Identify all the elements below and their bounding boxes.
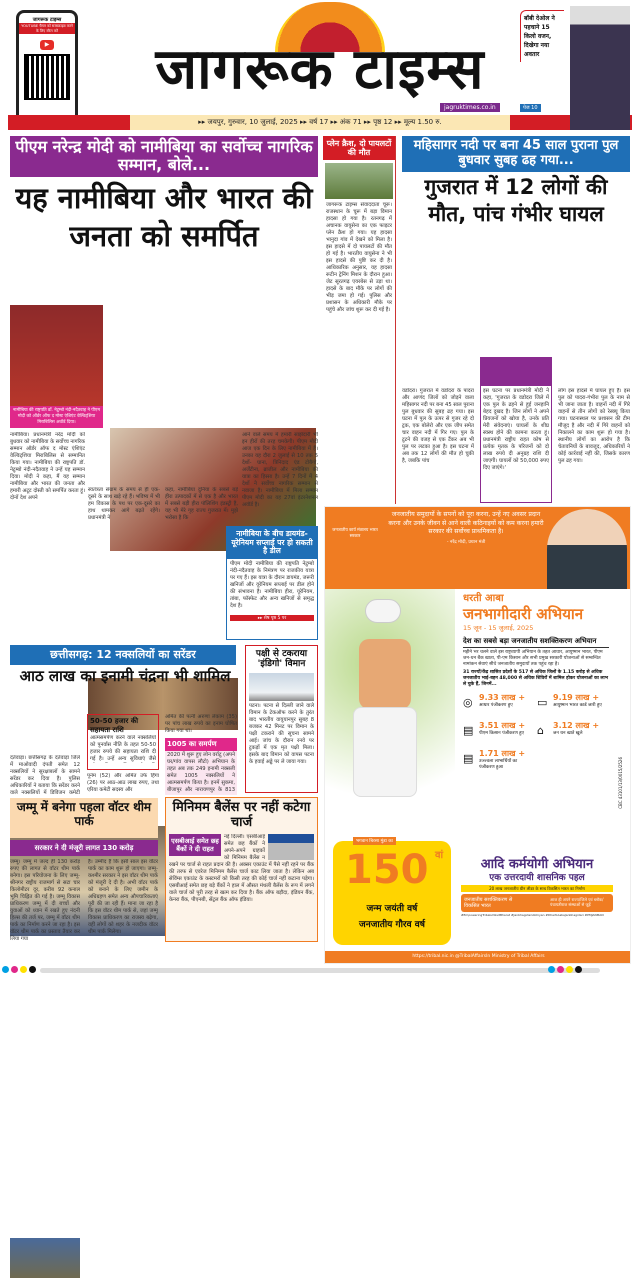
gujarat-column-1: वडोदरा। गुजरात में वडोदरा के पादरा और आणंद जिलों को जोड़ने वाला महिसागर नदी पर बना 45 साल पुराना पुल बुधवार की सुबह ढह गया। इस घटना में पुल के ऊपर से गुजर रहे दो ट्रक, एक बोलेरो और एक जीप समेत चार वाहन नदी में गिर गए। पुल के टूटने की वजह से एक टैंकर अब भी पुल पर लटका हुआ है। इस घटना में अब तक 12 लोगों की मौत हो चुकी है, जबकि पांच (402, 388, 474, 464)
award-photo (10, 305, 103, 428)
surrender-count-box (165, 738, 237, 795)
pm-statement-box (480, 357, 552, 503)
naxal-column-1: दंतेवाड़ा। छत्तीसगढ़ के दंतेवाड़ा जिले में माओवादी दंपती समेत 12 नक्सलियों ने सुरक्षाबलों के सामने सरेंडर कर दिया है। पुलिस अधिकारियों ने बताया कि सरेंडर करने वाले नक्सलियों में डिविजन कमेटी (10, 755, 80, 795)
karmayogi-block (461, 857, 613, 917)
karmayogi-strip: 20 लाख जनजातीय ग्रीन लीडर के साथ विकसित भारत का निर्माण (461, 885, 613, 892)
jammu-headline: जम्मू में बनेगा पहला वॉटर थीम पार्क (10, 798, 158, 838)
ad-social-links[interactable]: https://tribal.nic.in @TribalAffairsIn Ministry of Tribal Affairs (325, 951, 631, 963)
gujarat-headline: गुजरात में 12 लोगों की मौत, पांच गंभीर घायल (424, 174, 608, 226)
jammu-callout: सरकार ने दी मंजूरी लागत 130 करोड़ (10, 840, 158, 856)
teaser-page: पेज 10 (520, 104, 541, 112)
aid-box-body: आत्मसमर्पण करने वाले नक्सलियों को पुनर्वास नीति के तहत 50-50 हजार रुपये की सहायता राशि दी गई है। उन्हें अन्य सुविधाएं जैसे (90, 735, 156, 762)
indigo-plane-photo (249, 673, 314, 701)
min-balance-body: नई दिल्ली। एसबीआई समेत छह बैंकों ने अपने-अपने ग्राहकों को मिनिमम बैलेंस न रखने पर चार्ज से राहत प्रदान की है। अक्सर एकाउंट में पैसे नहीं रहने पर बैंक की तरफ से एवरेज मिनिमम बैलेंस चार्ज काट लिया जाता है। लेकिन अब सेविंग्स एकाउंट के कस्टमरों को किसी तरह की कोई चार्ज नहीं कटाना पड़ेगा। एसबीआई समेत छह बड़े बैंकों ने हाल में औसत मंथली बैलेंस के रूप में लगने वाले चार्ज को पूरी तरह से खत्म कर दिया है। बैंक ऑफ बड़ौदा, इंडियन बैंक, केनरा बैंक, पीएनबी, सेंट्रल बैंक ऑफ इंडिया। (169, 833, 314, 903)
sbi-branch-photo (268, 834, 314, 860)
cbc-code: CBC 43101/13/0015/2526 (618, 757, 623, 809)
gujarat-heading-block (402, 136, 630, 228)
stat-jan-dhan: ⌂ 3.12 लाख + जन धन खाते खुले (537, 721, 600, 737)
jammu-column-2: है। उम्मीद है कि इसी साल इस वॉटर पार्क का काम शुरू हो जाएगा। जम्मू-कश्मीर सरकार ने इस वॉटर थीम पार्क को मंजूरी दे दी है। अभी वॉटर पार्क को बनाने के लिए जमीन के अधिग्रहण समेत अन्य औपचारिकताएं पूरी की जा रही हैं। माना जा रहा है कि इस वॉटर थीम पार्क से, जहां जम्मू विकास प्राधिकरण का राजस्व बढ़ेगा, वहीं लोगों को शहर के नजदीक वॉटर थीम पार्क मिलेगा। (88, 859, 158, 935)
lead-headline: यह नामीबिया और भारत की जनता को समर्पित (15, 180, 313, 253)
photo-caption: नामीबिया की राष्ट्रपति डॉ. नेटुम्बो नंदी-नदैतवाह ने पीएम मोदी को ऑर्डर ऑफ द मोस्ट एंशिएंट वेल्विट्शिया मिराबिलिस अवॉर्ड दिया। (10, 406, 103, 428)
quote-attribution: - नरेंद्र मोदी, प्रधान मंत्री (446, 539, 486, 545)
teaser-photo (570, 6, 630, 130)
ad-highlight: 31 राज्यों/केंद्र शासित प्रदेशों के 517 से अधिक जिलों के 1.15 करोड़ से अधिक जनजातीय भाई-बहन 48,000 से अधिक शिविरों में शामिल होकर योजनाओं का लाभ ले चुके हैं, जिनमें... (463, 670, 608, 687)
ad-stats (463, 692, 609, 776)
qr-code[interactable] (24, 54, 70, 100)
ad-title: जनभागीदारी अभियान (463, 605, 584, 623)
stat-ujjwala: ▤ 1.71 लाख + उज्ज्वला लाभार्थियों का पंजीकरण हुआ (463, 749, 526, 770)
lead-column-3: कहा, नामीबिया दुनिया के सबसे बड़े हीरा उत्पादकों में से एक है और भारत में सबसे बड़ी हीरा पॉलिशिंग इंडस्ट्री है, यह भी मेरे गृह राज्य गुजरात में। मुझे भरोसा है कि (165, 487, 238, 521)
ad-description: महीने भर चलने वाले इस राष्ट्रव्यापी अभियान के तहत आधार, आयुष्मान भारत, पीएम जन-धन बैंक खाता, पी-एम किसान और सभी प्रमुख सरकारी योजनाओं से सम्बन्धित नामांकन सेवाएं सीधे जनजातीय समुदायों तक पहुंच रहा है। (463, 650, 603, 667)
lead-column-1: नामीबिया। प्रधानमंत्री नरेंद्र मोदी को बुधवार को नामीबिया के सर्वोच्च नागरिक सम्मान ऑर्डर ऑफ द मोस्ट एंशिएंट वेल्विट्शिया मिराबिलिस से सम्मानित किया गया। नामीबिया की राष्ट्रपति डॉ. नेटुम्बो नंदी-नदैतवाह ने उन्हें यह सम्मान दिया। मोदी ने कहा, मैं यह सम्मान नामीबिया और भारत की जनता और हमारी अटूट दोस्ती को समर्पित करता हूं। दोनों देश अपने (10, 432, 85, 501)
lead-kicker: पीएम नरेन्द्र मोदी को नामीबिया का सर्वोच्च नागरिक सम्मान, बोले... (10, 136, 318, 177)
surrender-photo (10, 1238, 80, 1278)
min-balance-headline: मिनिमम बैलेंस पर नहीं कटेगा चार्ज (172, 800, 311, 830)
tribal-affairs-advertisement[interactable] (324, 506, 631, 964)
min-balance-callout: एसबीआई समेत छह बैंकों ने दी राहत (169, 834, 221, 856)
naxal-heading-block (10, 645, 240, 686)
indigo-bird-hit-story (245, 645, 318, 793)
dateline: ▸▸ जयपुर, गुरुवार, 10 जुलाई, 2025 ▸▸ वर्ष 17 ▸▸ अंक 71 ▸▸ पृष्ठ 12 ▸▸ मूल्य 1.50 रु. (130, 115, 510, 130)
teaser-bobby-deol[interactable] (520, 6, 632, 130)
promo-text: YOUTUBE चैनल को सब्सक्राइब करने के लिए स्कैन करें (19, 23, 75, 34)
plane-crash-story (323, 136, 396, 504)
pm-portrait (547, 509, 627, 589)
bird-hit-headline: पक्षी से टकराया 'इंडिगो' विमान (255, 649, 308, 670)
bank-icon: ⌂ (537, 724, 544, 737)
aid-box (87, 714, 159, 770)
youtube-icon: ▶ (40, 40, 54, 50)
aid-box-title: 50-50 हजार की सहायता राशि (90, 717, 139, 734)
lead-column-2: स्वतंत्रता संग्राम के समय से ही एक-दूसरे के साथ खड़े रहे हैं। भविष्य में भी हम विकास के पथ पर एक-दूसरे का हाथ थामकर आगे बढ़ते रहेंगे। प्रधानमंत्री ने (88, 487, 160, 521)
ministry-label: जनजातीय कार्य मंत्रालय भारत सरकार (332, 527, 378, 538)
stat-aadhaar: ◎ 9.33 लाख + आधार पंजीकरण हुए (463, 693, 526, 709)
ad-right-column (463, 593, 609, 776)
gujarat-kicker: महिसागर नदी पर बना 45 साल पुराना पुल बुधवार सुबह ढह गया... (402, 136, 630, 172)
box-body: पीएम मोदी नामीबिया की राष्ट्रपति नेटुम्बो नंदी-नदैतवाह के निमंत्रण पर राजकीय यात्रा पर गए हैं। इस यात्रा के दौरान डायमंड, जरूरी खनिजों और यूरेनियम सप्लाई पर डील होने की संभावना है। नामीबिया हीरा, यूरेनियम, तांबा, फॉस्फेट और अन्य खनिजों से समृद्ध देश है। (230, 560, 314, 609)
crash-site-photo (325, 163, 393, 199)
box-headline: नामीबिया के बीच डायमंड-यूरेनियम सप्लाई पर हो सकती है डील (227, 527, 317, 559)
min-balance-story (165, 797, 318, 942)
bird-hit-body: पटना। पटना से दिल्ली जाने वाले विमान के टेकऑफ करने के तुरंत बाद भारतीय वायुयानपुर सुबह 8 बजकर 42 मिनट पर विमान के पक्षी टकराने की सूचना सामने आई। जांच के दौरान रनवे पर टुकड़ों में एक मृत पक्षी मिला। इसके बाद विमान को वापस पटना के हवाई अड्डे पर ले जाया गया। (249, 702, 314, 765)
birth-anniversary-badge: भगवान बिरसा मुंडा का 150 वां जन्म जयंती वर्ष जनजातीय गौरव वर्ष (333, 841, 451, 945)
surrender-count-title: 1005 का समर्पण (165, 738, 237, 751)
gujarat-column-3: लोग इस हादसे में घायल हुए हैं। इस पुल को पादरा-गंभीरा पुल के नाम से भी जाना जाता है। वाहनों नदी में गिरे वाहनों से तीन लोगों को रेस्क्यू किया गया। घटनास्थल पर प्रशासन की टीम मौजूद है और नदी में गिरे वाहनों को निकालने का काम शुरू हो गया है। स्थानीय लोगों का आरोप है कि चेतावनियों के बावजूद, अधिकारियों ने कोई कार्रवाई नहीं की, जिसके कारण पुल ढह गया। (558, 388, 630, 464)
naxal-kicker: छत्तीसगढ़: 12 नक्सलियों का सरेंडर (10, 645, 236, 665)
ad-hashtags: #EmpoweringTribalsViksitBharat #JanbhagidariAbhiyan #DhartiAabaJanbhagidari #PMJANMAN (461, 913, 604, 917)
card-icon: ▭ (537, 696, 548, 709)
document-icon: ▤ (463, 752, 474, 765)
newspaper-title: जागरूक टाइम्स (155, 37, 485, 102)
print-registration-bar (0, 966, 640, 976)
ad-footer-box: जनजातीय सशक्तिकरण से विकसित भारत आज ही अपने राज्य/जिले एवं ब्लॉक/पंचायतीराज संस्थाओं से जुड़ें (461, 894, 613, 912)
ad-dates: 15 जून - 15 जुलाई, 2025 (463, 624, 534, 632)
jammu-column-1: जम्मू। जम्मू में जल्द ही 130 करोड़ रुपए की लागत से वॉटर थीम पार्क बनेगा। इस परियोजना के लिए जम्मू-श्रीनगर राष्ट्रीय राजमार्ग से सटा चार किलोमीटर दूर, करीब 92 कनाल भूमि चिह्नित की गई है। जम्मू विकास प्राधिकरण जम्मू में दी बच्चों और युवाओं को ध्यान में रखते हुए नंदनी हिल्स की तर्ज पर, जम्मू में वॉटर थीम पार्क का निर्माण करने जा रहा है। इस वॉटर थीम पार्क का प्रस्ताव तैयार कर लिया गया (10, 859, 80, 942)
birsa-munda-illustration (325, 589, 455, 837)
document-icon: ▤ (463, 724, 474, 737)
karmayogi-title: आदि कर्मयोगी अभियान (480, 857, 594, 872)
karmayogi-subtitle: एक उत्तरदायी शासनिक पहल (489, 873, 585, 883)
website-link[interactable]: jagruktimes.co.in (440, 103, 500, 112)
continued-link[interactable]: ▸▸ शेष पृष्ठ 5 पर (230, 615, 314, 621)
teaser-text: बॉबी देओल ने पहचाने 15 किलो वजन, दिखेगा नया अवतार (520, 10, 564, 62)
promo-brand: जागरूक टाइम्स (32, 17, 62, 23)
lead-column-4: आने वाले समय में हमारी साझेदारी भी इन हीरों की तरह चमकेगी। पीएम मोदी आज एक दिन के लिए नामीबिया में हैं। उनका यह दौरा 2 जुलाई से 10 तक 5 देशों- घाना, त्रिनिदाद एंड टोबैगो, अर्जेंटीना, ब्राजील और नामीबिया की यात्रा का हिस्सा है। उन्हें 7 दिनों में 4 देशों ने सर्वोच्च नागरिक सम्मान से नवाजा है। नामीबिया में मिला सम्मान पीएम मोदी का यह 27वां इंटरनेशनल अवॉर्ड है। (242, 432, 318, 508)
naxal-column-2: पूनेम (52) और अमित उर्फ हिंगा (26) पर आठ-आठ लाख रुपए, तथा एरिया कमेटी सदस्य और (87, 773, 159, 793)
diamond-uranium-box (226, 526, 318, 640)
ad-subtitle: देश का सबसे बड़ा जनजातीय सशक्तिकरण अभियान (463, 637, 609, 648)
gujarat-column-2: इस घटना पर प्रधानमंत्री मोदी ने कहा, 'गुजरात के वडोदरा जिले में एक पुल के ढहने से हुई जनहानि बेहद दुखद है। जिन लोगों ने अपने प्रियजनों को खोया है, उनके प्रति मेरी संवेदनाएं। घायलों के शीघ्र स्वस्थ होने की कामना करता हूं। प्रधानमंत्री राष्ट्रीय राहत कोष से प्रत्येक मृतक के परिजनों को दो लाख रुपये दी अनुग्रह राशि दी जाएगी। घायलों को 50,000 रुपए दिए जाएंगे।' (483, 388, 549, 471)
lead-heading-block (10, 136, 318, 255)
plane-crash-headline: प्लेन क्रैश, दो पायलटों की मौत (323, 136, 395, 160)
plane-crash-body: जागरूक टाइम्स संवाददाता चूरू। राजस्थान के चूरू में बड़ा विमान हादसा हो गया है। रतनगढ़ में अचानक वायुसेना का एक फाइटर प्लेन क्रैश हो गया। यह हादसा भानुदा गांव में देखने को मिला है। इस हादसे में दो पायलटों की मौत हो गई है। भारतीय वायुसेना ने भी इस हादसे की पुष्टि कर दी है। आधिकारिक अनुसार, यह हादसा रूटीन ट्रेनिंग मिशन के दौरान हुआ। जेट सूरतगढ़ एयरबेस से उड़ा था। हादसे के बाद मौके पर लोगों की भीड़ जमा हो गई। पुलिस और प्रशासन के अधिकारी मौके पर पहुंचे और जांच शुरू कर दी गई है। (326, 202, 392, 314)
youtube-qr-promo[interactable] (16, 10, 78, 128)
fingerprint-icon: ◎ (463, 696, 473, 709)
ad-kicker: धरती आबा (463, 593, 504, 604)
naxal-headline: आठ लाख का इनामी चंद्रना भी शामिल (19, 667, 231, 685)
stat-ayushman: ▭ 9.19 लाख + आयुष्मान भारत कार्ड जारी हुए (537, 693, 602, 709)
naxal-column-3: अमित की पत्नी अरुणा लेकाम (35) पर पांच लाख रुपये का इनाम घोषित किया गया था। (165, 714, 237, 734)
surrender-count-body: 2020 में शुरू हुए लोन वर्राटू (अपने घर/गांव वापस लौटो) अभियान के तहत अब तक 249 इनामी नक्सली समेत 1005 नक्सलियों ने आत्मसमर्पण किया है। इनमें सुकमा, बीजापुर और नारायणपुर के 813 (167, 752, 235, 793)
stat-pm-kisan: ▤ 3.51 लाख + पीएम किसान पंजीकरण हुए (463, 721, 526, 737)
pm-quote: जनजातीय समुदायों के सपनों को पूरा करना, उन्हें नए अवसर प्रदान करना और उनके जीवन से आने वाली कठिनाइयों को कम करना हमारी सरकार की सर्वोच्च प्राथमिकता है। (388, 511, 544, 535)
